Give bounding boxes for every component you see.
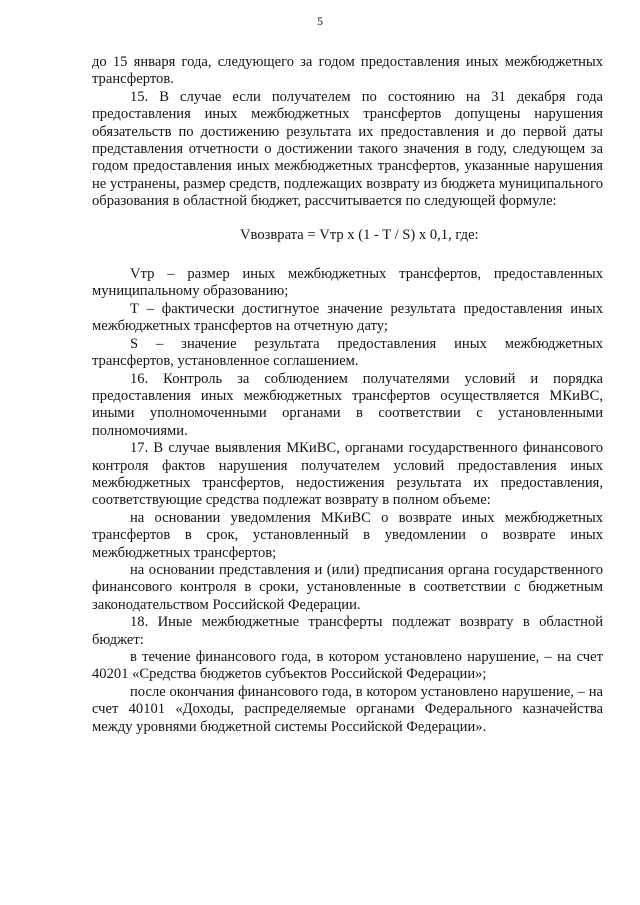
paragraph-17-basis-notice: на основании уведомления МКиВС о возврате иных межбюджетных трансфертов в срок, установленный в уведомлении о возврате иных межбюджетных трансфертов; xyxy=(92,509,603,561)
paragraph-18-current-year: в течение финансового года, в котором установлено нарушение, – на счет 40201 «Средства бюджетов субъектов Российской Федерации»; xyxy=(92,649,603,683)
paragraph-18: 18. Иные межбюджетные трансферты подлежат возврату в областной бюджет: xyxy=(92,614,603,648)
paragraph-18-after-year: после окончания финансового года, в котором установлено нарушение, – на счет 40101 «Доходы, распределяемые органами Федерального казначейства между уровнями бюджетной системы Российской Федерации». xyxy=(92,683,603,735)
formula-definition-vtr: Vтр – размер иных межбюджетных трансфертов, предоставленных муниципальному образованию; xyxy=(92,266,603,300)
formula-definition-s: S – значение результата предоставления иных межбюджетных трансфертов, установленное соглашением. xyxy=(92,335,603,370)
paragraph-15: 15. В случае если получателем по состоянию на 31 декабря года предоставления иных межбюджетных трансфертов допущены нарушения обязательств по достижению результата их предоставления и до первой даты представления отчетности о достижении такого значения в году, следующем за годом предоставления иных межбюджетных трансфертов, указанные нарушения не устранены, размер средств, подлежащих возврату из бюджета муниципального образования в областной бюджет, рассчитывается по следующей формуле: xyxy=(92,88,603,210)
paragraph-16: 16. Контроль за соблюдением получателями условий и порядка предоставления иных межбюджетных трансфертов осуществляется МКиВС, иными уполномоченными органами в соответствии с установленными полномочиями. xyxy=(92,370,603,439)
document-body xyxy=(92,54,603,736)
page-number: 5 xyxy=(317,14,323,28)
return-formula: Vвозврата = Vтр x (1 - T / S) x 0,1, где: xyxy=(240,226,479,243)
paragraph-17-basis-control: на основании представления и (или) предписания органа государственного финансового контроля в сроки, установленные в соответствии с бюджетным законодательством Российской Федерации. xyxy=(92,561,603,613)
paragraph-deadline-continuation: до 15 января года, следующего за годом предоставления иных межбюджетных трансфертов. xyxy=(92,54,603,88)
formula-definition-t: T – фактически достигнутое значение результата предоставления иных межбюджетных трансфертов на отчетную дату; xyxy=(92,300,603,335)
paragraph-17: 17. В случае выявления МКиВС, органами государственного финансового контроля фактов нарушения получателем условий предоставления иных межбюджетных трансфертов, недостижения результата их предоставления, соответствующие средства подлежат возврату в полном объеме: xyxy=(92,440,603,509)
